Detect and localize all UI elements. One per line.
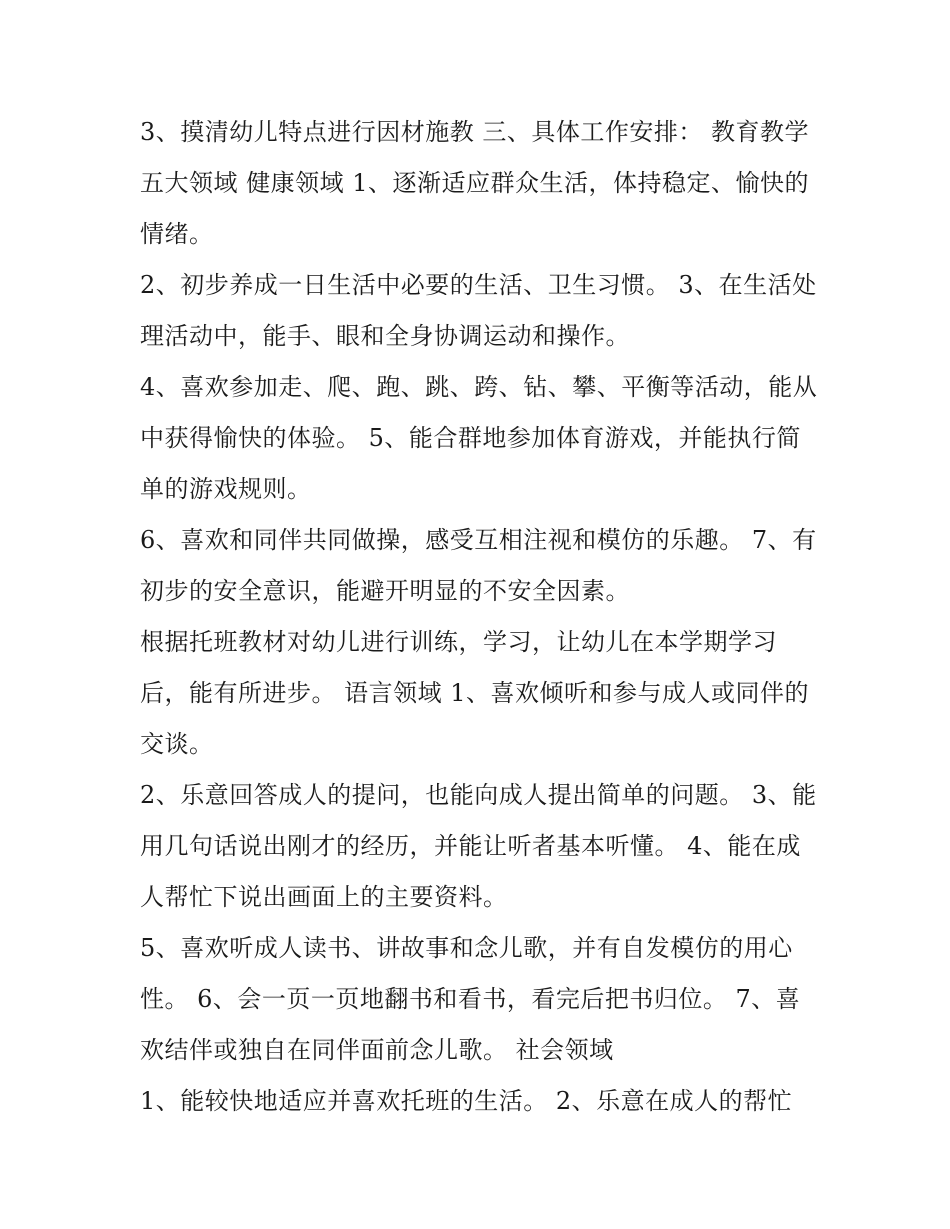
document-body xyxy=(140,107,820,1127)
paragraph: 4、喜欢参加走、爬、跑、跳、跨、钻、攀、平衡等活动，能从中获得愉快的体验。 5、能合群地参加体育游戏，并能执行简单的游戏规则。 xyxy=(140,373,818,503)
paragraph: 1、能较快地适应并喜欢托班的生活。 2、乐意在成人的帮忙 xyxy=(140,1087,793,1115)
paragraph: 2、初步养成一日生活中必要的生活、卫生习惯。 3、在生活处理活动中，能手、眼和全身协调运动和操作。 xyxy=(140,271,817,350)
paragraph: 3、摸清幼儿特点进行因材施教 三、具体工作安排： 教育教学五大领域 健康领域 1、逐渐适应群众生活，体持稳定、愉快的情绪。 xyxy=(140,118,810,248)
paragraph: 根据托班教材对幼儿进行训练，学习，让幼儿在本学期学习后，能有所进步。 语言领域 1、喜欢倾听和参与成人或同伴的交谈。 xyxy=(140,628,810,758)
paragraph: 6、喜欢和同伴共同做操，感受互相注视和模仿的乐趣。 7、有初步的安全意识，能避开明显的不安全因素。 xyxy=(140,526,817,605)
paragraph: 5、喜欢听成人读书、讲故事和念儿歌，并有自发模仿的用心性。 6、会一页一页地翻书和看书，看完后把书归位。 7、喜欢结伴或独自在同伴面前念儿歌。 社会领域 xyxy=(140,934,801,1064)
paragraph: 2、乐意回答成人的提问，也能向成人提出简单的问题。 3、能用几句话说出刚才的经历，并能让听者基本听懂。 4、能在成人帮忙下说出画面上的主要资料。 xyxy=(140,781,817,911)
